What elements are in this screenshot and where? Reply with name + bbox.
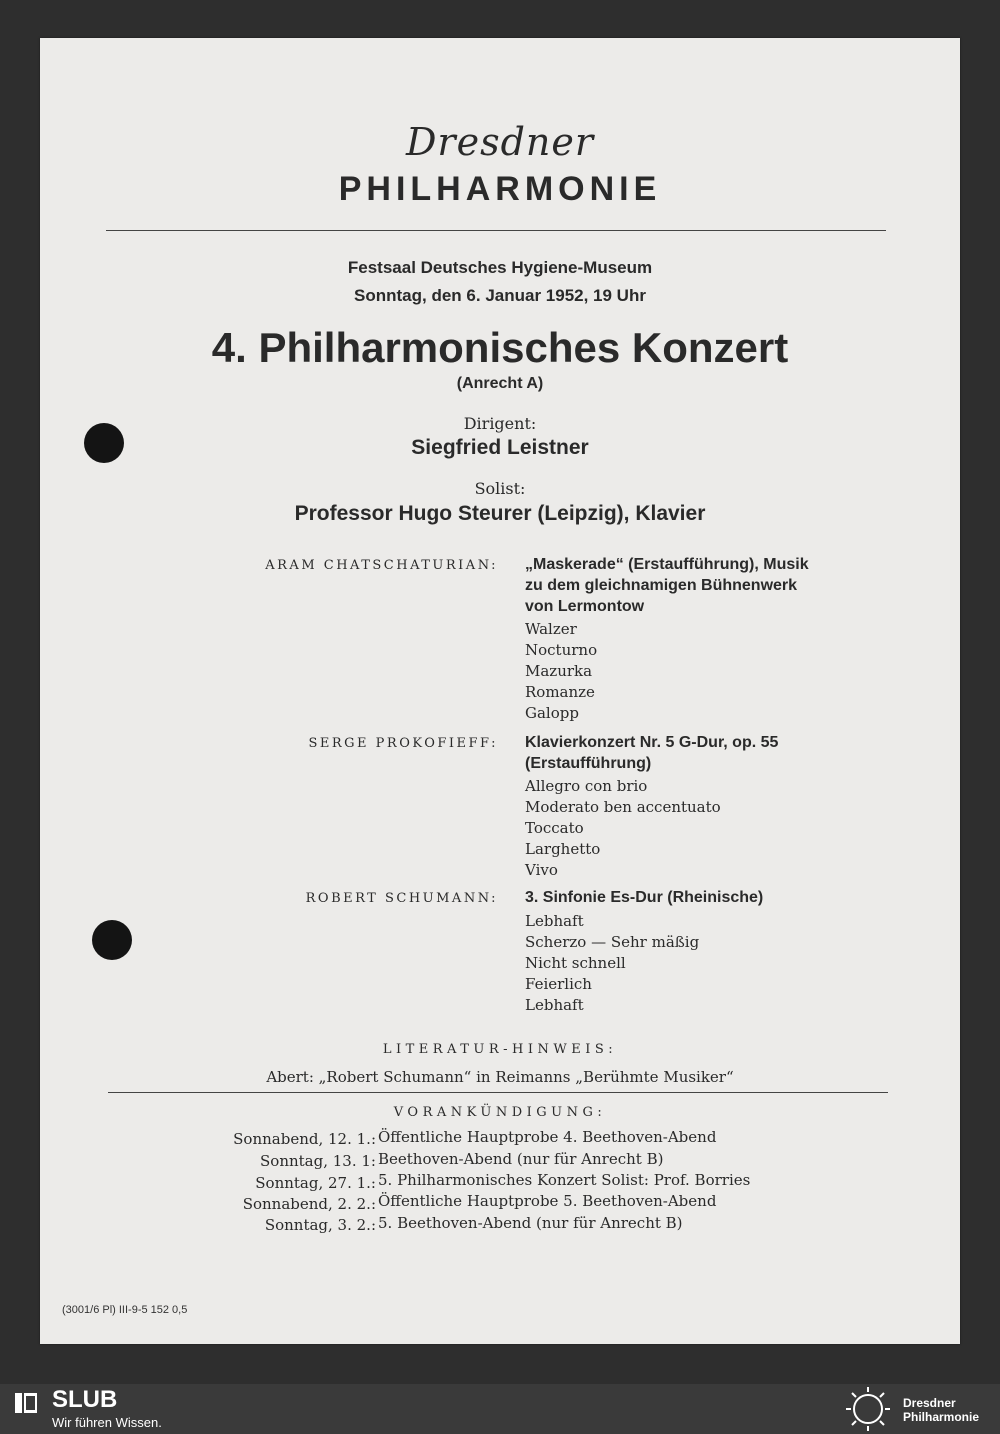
announcement-date: Sonntag, 13. 1: <box>260 1152 376 1170</box>
slub-subtitle: Wir führen Wissen. <box>52 1415 162 1430</box>
work-title <box>525 887 885 908</box>
divider <box>108 1092 888 1093</box>
announcement-heading: VORANKÜNDIGUNG: <box>393 1105 607 1120</box>
announcement-date: Sonntag, 27. 1.: <box>255 1174 376 1192</box>
movement: Nocturno <box>525 641 598 659</box>
composer: SERGE PROKOFIEFF: <box>308 736 498 751</box>
movement: Moderato ben accentuato <box>525 798 721 816</box>
movement: Feierlich <box>525 975 592 993</box>
composer: ROBERT SCHUMANN: <box>305 891 498 906</box>
announcement-text: 5. Beethoven-Abend (nur für Anrecht B) <box>378 1214 683 1232</box>
work-line: (Erstaufführung) <box>525 755 652 772</box>
brand-top: Dresdner <box>405 120 595 164</box>
announcement-text: 5. Philharmonisches Konzert Solist: Prof. Borries <box>378 1171 751 1189</box>
divider <box>106 230 886 231</box>
announcement-date: Sonnabend, 12. 1.: <box>233 1130 376 1148</box>
movement: Romanze <box>525 683 595 701</box>
movement: Nicht schnell <box>525 954 626 972</box>
movement: Galopp <box>525 704 579 722</box>
movement: Lebhaft <box>525 996 584 1014</box>
work-line: von Lermontow <box>525 598 645 615</box>
movement: Toccato <box>525 819 584 837</box>
print-code: (3001/6 Pl) III-9-5 152 0,5 <box>62 1304 188 1316</box>
composer: ARAM CHATSCHATURIAN: <box>265 558 498 573</box>
announcement-date: Sonnabend, 2. 2.: <box>242 1195 376 1213</box>
subscription: (Anrecht A) <box>456 375 544 392</box>
slub-title[interactable]: SLUB <box>52 1386 118 1413</box>
concert-title: 4. Philharmonisches Konzert <box>211 324 789 371</box>
work-line: Klavierkonzert Nr. 5 G-Dur, op. 55 <box>525 734 779 751</box>
venue: Festsaal Deutsches Hygiene-Museum <box>347 258 653 277</box>
work-line: „Maskerade“ (Erstaufführung), Musik <box>525 556 809 573</box>
movement: Larghetto <box>525 840 601 858</box>
brand-main: PHILHARMONIE <box>338 170 662 208</box>
punch-hole <box>92 920 132 960</box>
viewer-footer <box>0 1384 1000 1434</box>
movement: Scherzo — Sehr mäßig <box>525 933 700 951</box>
work-line: zu dem gleichnamigen Bühnenwerk <box>525 577 798 594</box>
announcement-text: Beethoven-Abend (nur für Anrecht B) <box>378 1150 664 1168</box>
literature-text: Abert: „Robert Schumann“ in Reimanns „Berühmte Musiker“ <box>266 1068 734 1086</box>
event-date: Sonntag, den 6. Januar 1952, 19 Uhr <box>354 286 646 305</box>
work-title <box>525 554 885 617</box>
slub-logo-icon <box>13 1390 39 1416</box>
philharmonie-label-line1[interactable]: Dresdner <box>903 1396 956 1410</box>
work-line: 3. Sinfonie Es-Dur (Rheinische) <box>525 889 764 906</box>
conductor-label: Dirigent: <box>463 414 537 433</box>
soloist-name: Professor Hugo Steurer (Leipzig), Klavier <box>294 502 706 525</box>
program-sheet <box>40 38 960 1344</box>
movement: Allegro con brio <box>525 777 648 795</box>
philharmonie-label-line2[interactable]: Philharmonie <box>903 1410 980 1424</box>
movement: Walzer <box>525 620 577 638</box>
movement: Lebhaft <box>525 912 584 930</box>
announcement-text: Öffentliche Hauptprobe 4. Beethoven-Abend <box>378 1128 717 1146</box>
announcement-date: Sonntag, 3. 2.: <box>264 1216 376 1234</box>
philharmonie-logo-icon <box>842 1384 894 1434</box>
announcement-text: Öffentliche Hauptprobe 5. Beethoven-Abend <box>378 1192 717 1210</box>
movement: Vivo <box>525 861 558 879</box>
soloist-label: Solist: <box>474 479 526 498</box>
literature-heading: LITERATUR-HINWEIS: <box>382 1042 618 1057</box>
movement: Mazurka <box>525 662 593 680</box>
conductor-name: Siegfried Leistner <box>411 436 589 459</box>
work-title <box>525 732 885 774</box>
